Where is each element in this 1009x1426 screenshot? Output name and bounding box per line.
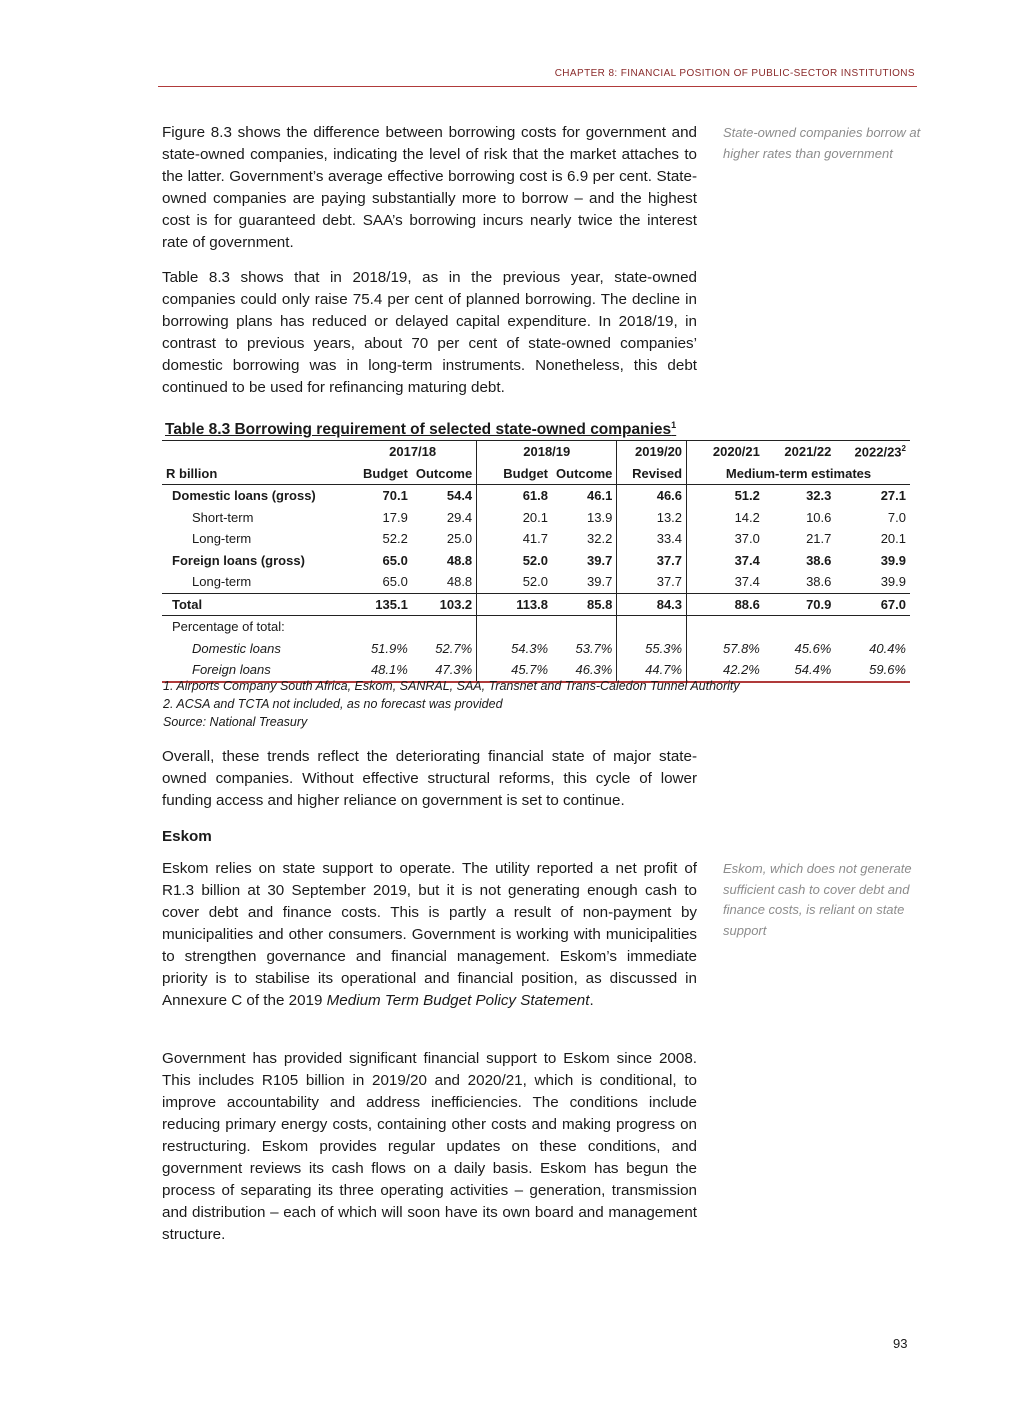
table-cell: 52.0 [477, 550, 552, 572]
year-header [835, 441, 910, 463]
table-row [162, 638, 910, 660]
table-cell: 84.3 [617, 593, 687, 616]
row-label: Foreign loans [162, 659, 349, 682]
row-label: Domestic loans [192, 640, 281, 656]
table-header-subheads [162, 463, 910, 485]
table-cell: 48.8 [446, 574, 473, 590]
paragraph-table-summary: Table 8.3 shows that in 2018/19, as in the previous year, state-owned companies could only raise 75.4 per cent of planned borrowing. The decline in borrowing plans has reduced or delayed capital expenditure. In 2018/19, in contrast to previous years, about 70 per cent of state-owned companies’ domestic borrowing was in long-term instruments. Nonetheless, this debt continued to be used for refinancing maturing debt. [162, 269, 697, 396]
table-source: Source: National Treasury [163, 715, 308, 729]
table-cell: 39.9 [880, 552, 906, 568]
table-cell: 54.3% [477, 638, 552, 660]
table-title-footnote-mark: 1 [671, 420, 677, 430]
table-cell: 48.1% [349, 659, 412, 682]
paragraph-borrowing-costs: Figure 8.3 shows the difference between borrowing costs for government and state-owned companies, indicating the level of risk that the market attaches to the latter. Government’s average effective borrowing cost is 6.9 per cent. State-owned companies are paying substantially more to borrow – and the highest cost is for guaranteed debt. SAA’s borrowing incurs nearly twice the interest rate of government. [162, 124, 697, 251]
table-cell: 51.2 [687, 485, 764, 507]
table-row [162, 528, 910, 550]
table-title-text: Table 8.3 Borrowing requirement of selected state-owned companies [165, 421, 672, 439]
table-cell: 38.6 [806, 552, 832, 568]
year-header: 2021/22 [764, 441, 836, 463]
row-label: Domestic loans (gross) [172, 488, 316, 504]
sub-header: Outcome [552, 463, 617, 485]
paragraph-text-end: . [589, 992, 594, 1009]
table-cell: 27.1 [880, 488, 906, 504]
table-note: 2. ACSA and TCTA not included, as no forecast was provided [163, 697, 503, 711]
sub-header: Revised [617, 463, 687, 485]
table-cell [477, 616, 552, 638]
sub-header: Outcome [412, 463, 477, 485]
borrowing-requirement-table [162, 440, 910, 683]
table-cell: 40.4% [869, 640, 906, 656]
table-cell: 39.9 [880, 574, 906, 590]
paragraph-eskom-financial-support: Government has provided significant financial support to Eskom since 2008. This includes R105 billion in 2019/20 and 2020/21, which is conditional, to improve accountability and address inefficiencies. The conditions include reducing primary energy costs, containing other costs and making progress on restructuring. Eskom provides regular updates on these conditions, and government reviews its cash flows on a daily basis. Eskom has begun the process of separating its three operating activities – generation, transmission and distribution – each of which will soon have its own board and management structure. [162, 1050, 697, 1243]
paragraph-eskom-support [162, 858, 697, 1012]
section-heading-eskom: Eskom [162, 828, 212, 845]
table-cell: 37.7 [617, 571, 687, 593]
table-cell [552, 616, 617, 638]
table-cell: 20.1 [477, 507, 552, 529]
year-header: 2019/20 [617, 441, 687, 463]
table-cell: 46.3% [552, 659, 617, 682]
table-cell: 33.4 [617, 528, 687, 550]
table-row [162, 507, 910, 529]
table-cell: 39.7 [587, 552, 613, 568]
table-cell: 37.4 [687, 571, 764, 593]
table-cell: 54.4 [446, 488, 473, 504]
table-cell: 29.4 [446, 509, 473, 525]
header-rule [158, 86, 917, 87]
table-cell: 53.7% [575, 640, 613, 656]
table-cell: 13.9 [587, 509, 613, 525]
table-cell: 17.9 [382, 509, 408, 525]
table-cell: 13.2 [617, 507, 687, 529]
table-cell [764, 616, 836, 638]
table-notes [163, 677, 740, 731]
table-cell: 41.7 [477, 528, 552, 550]
sub-header: Budget [349, 463, 412, 485]
table-row [162, 616, 910, 638]
table-header-years [162, 441, 910, 463]
table-cell: 52.7% [435, 640, 473, 656]
sidenote-borrowing-rates: State-owned companies borrow at higher rates than government [723, 125, 921, 161]
table-cell: 67.0 [835, 593, 910, 616]
table-cell: 70.9 [764, 593, 836, 616]
row-label: Long-term [192, 574, 252, 590]
chapter-header: CHAPTER 8: FINANCIAL POSITION OF PUBLIC-SECTOR INSTITUTIONS [554, 68, 915, 79]
table-cell: 10.6 [806, 509, 832, 525]
unit-label: R billion [162, 463, 349, 485]
table-title [165, 420, 676, 439]
table-cell: 70.1 [382, 488, 408, 504]
year-header-text: 2022/23 [854, 444, 902, 460]
table-cell: 52.0 [477, 571, 552, 593]
table-cell: 51.9% [370, 640, 408, 656]
table-cell: 65.0 [382, 552, 408, 568]
table-cell [687, 616, 764, 638]
table-cell [412, 616, 477, 638]
table-cell: 52.2 [382, 531, 408, 547]
medium-term-header: Medium-term estimates [687, 463, 910, 485]
year-header: 2018/19 [477, 441, 617, 463]
table-cell: 85.8 [552, 593, 617, 616]
page-number: 93 [893, 1336, 908, 1351]
table-cell: 37.4 [687, 550, 764, 572]
sub-header: Budget [477, 463, 552, 485]
table-note: 1. Airports Company South Africa, Eskom, SANRAL, SAA, Transnet and Trans-Caledon Tunnel Authority [163, 679, 740, 693]
table-cell: 46.1 [587, 488, 613, 504]
table-cell: 46.6 [617, 485, 687, 507]
table-cell: 88.6 [687, 593, 764, 616]
table-cell: 55.3% [617, 638, 687, 660]
table-cell: 59.6% [835, 659, 910, 682]
table-cell: 44.7% [617, 659, 687, 682]
table-cell: 32.2 [587, 531, 613, 547]
table-cell: 37.7 [617, 550, 687, 572]
table-row [162, 485, 910, 507]
row-label: Total [162, 593, 349, 616]
table-cell: 103.2 [412, 593, 477, 616]
table-cell: 135.1 [349, 593, 412, 616]
row-label: Percentage of total: [172, 619, 285, 635]
table-cell [349, 616, 412, 638]
table-cell: 113.8 [477, 593, 552, 616]
table-cell [835, 616, 910, 638]
document-title-mtbps: Medium Term Budget Policy Statement [326, 992, 590, 1009]
year-header: 2020/21 [687, 441, 764, 463]
table-cell: 54.4% [764, 659, 836, 682]
table-cell: 7.0 [887, 509, 906, 525]
year-header: 2017/18 [349, 441, 477, 463]
paragraph-text: Eskom relies on state support to operate. The utility reported a net profit of R1.3 billion at 30 September 2019, but it is not generating enough cash to cover debt and finance costs. This is partly a result of non-payment by municipalities and other consumers. Government is working with municipalities to strengthen governance and financial management. Eskom’s immediate priority is to stabilise its operational and financial position, as discussed in Annexure C of the 2019 [162, 860, 697, 1009]
sidenote-eskom: Eskom, which does not generate sufficient cash to cover debt and finance costs, is reliant on state support [723, 861, 912, 938]
table-row [162, 571, 910, 593]
table-cell: 61.8 [477, 485, 552, 507]
table-cell: 57.8% [687, 638, 764, 660]
table-cell: 21.7 [806, 531, 832, 547]
table-cell: 65.0 [382, 574, 408, 590]
table-cell: 20.1 [880, 531, 906, 547]
table-cell: 42.2% [687, 659, 764, 682]
table-cell: 32.3 [806, 488, 832, 504]
table-row [162, 593, 910, 616]
table-cell: 45.7% [477, 659, 552, 682]
table-cell [617, 616, 687, 638]
year-footnote-mark: 2 [901, 444, 906, 454]
row-label: Short-term [192, 509, 254, 525]
table-cell: 39.7 [587, 574, 613, 590]
table-row [162, 550, 910, 572]
table-body [162, 485, 910, 682]
row-label: Long-term [192, 531, 252, 547]
paragraph-overall-trends: Overall, these trends reflect the deteriorating financial state of major state-owned companies. Without effective structural reforms, this cycle of lower funding access and higher reliance on government is set to continue. [162, 748, 697, 809]
row-label: Foreign loans (gross) [172, 552, 305, 568]
table-cell: 37.0 [687, 528, 764, 550]
table-cell: 14.2 [687, 507, 764, 529]
table-cell: 48.8 [446, 552, 473, 568]
table-cell: 47.3% [412, 659, 477, 682]
table-cell: 25.0 [446, 531, 473, 547]
table-cell: 45.6% [794, 640, 832, 656]
table-cell: 38.6 [806, 574, 832, 590]
